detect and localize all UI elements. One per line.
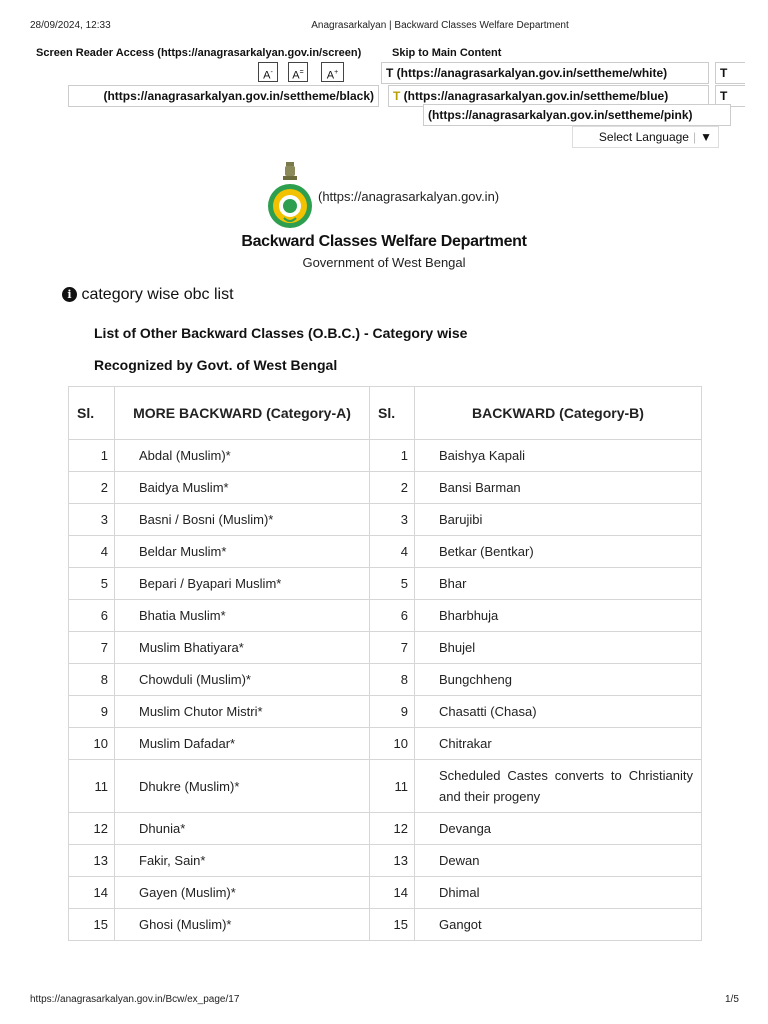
equals-icon: = xyxy=(299,69,304,76)
table-row xyxy=(69,877,702,909)
sl-b-cell: 2 xyxy=(370,472,415,504)
category-b-cell: Chitrakar xyxy=(415,728,702,760)
obc-category-table xyxy=(68,386,702,941)
sl-a-cell: 15 xyxy=(69,909,115,941)
table-row xyxy=(69,472,702,504)
sl-header-b: Sl. xyxy=(370,387,415,440)
sl-a-cell: 1 xyxy=(69,440,115,472)
font-decrease-label: A xyxy=(263,69,271,82)
department-name: Backward Classes Welfare Department xyxy=(241,233,527,250)
category-a-cell: Dhunia* xyxy=(115,813,370,845)
sl-b-cell: 10 xyxy=(370,728,415,760)
table-header-row xyxy=(69,387,702,440)
sl-a-cell: 14 xyxy=(69,877,115,909)
category-b-cell: Gangot xyxy=(415,909,702,941)
sl-a-cell: 3 xyxy=(69,504,115,536)
category-b-cell: Betkar (Bentkar) xyxy=(415,536,702,568)
category-a-cell: Muslim Bhatiyara* xyxy=(115,632,370,664)
sl-a-cell: 2 xyxy=(69,472,115,504)
category-b-cell: Dhimal xyxy=(415,877,702,909)
theme-blue-label: (https://anagrasarkalyan.gov.in/settheme/blue) xyxy=(400,89,669,103)
table-row xyxy=(69,813,702,845)
category-b-cell: Baishya Kapali xyxy=(415,440,702,472)
language-separator: | xyxy=(692,130,697,144)
sl-b-cell: 7 xyxy=(370,632,415,664)
table-row xyxy=(69,440,702,472)
sl-a-cell: 13 xyxy=(69,845,115,877)
theme-pink-link[interactable]: (https://anagrasarkalyan.gov.in/settheme/pink) xyxy=(423,104,731,126)
obc-list-heading: List of Other Backward Classes (O.B.C.) - Category wise xyxy=(94,325,468,341)
category-b-cell: Chasatti (Chasa) xyxy=(415,696,702,728)
category-a-cell: Dhukre (Muslim)* xyxy=(115,760,370,813)
category-a-cell: Muslim Dafadar* xyxy=(115,728,370,760)
category-b-cell: Devanga xyxy=(415,813,702,845)
theme-white-link[interactable]: T (https://anagrasarkalyan.gov.in/settheme/white) xyxy=(381,62,709,84)
category-b-cell: Bhujel xyxy=(415,632,702,664)
category-b-cell: Bungchheng xyxy=(415,664,702,696)
sl-header-a: Sl. xyxy=(69,387,115,440)
category-a-cell: Basni / Bosni (Muslim)* xyxy=(115,504,370,536)
language-select-label: Select Language xyxy=(598,130,689,144)
sl-b-cell: 12 xyxy=(370,813,415,845)
sl-b-cell: 14 xyxy=(370,877,415,909)
government-name: Government of West Bengal xyxy=(302,255,466,270)
theme-t-right-2[interactable]: T xyxy=(715,85,745,107)
sl-b-cell: 3 xyxy=(370,504,415,536)
category-a-cell: Abdal (Muslim)* xyxy=(115,440,370,472)
category-a-cell: Chowduli (Muslim)* xyxy=(115,664,370,696)
sl-a-cell: 8 xyxy=(69,664,115,696)
category-b-cell: Bharbhuja xyxy=(415,600,702,632)
sl-a-cell: 7 xyxy=(69,632,115,664)
table-row xyxy=(69,568,702,600)
sl-b-cell: 15 xyxy=(370,909,415,941)
sl-b-cell: 13 xyxy=(370,845,415,877)
category-a-cell: Gayen (Muslim)* xyxy=(115,877,370,909)
sl-a-cell: 9 xyxy=(69,696,115,728)
sl-b-cell: 11 xyxy=(370,760,415,813)
minus-icon: - xyxy=(270,69,273,76)
sl-a-cell: 5 xyxy=(69,568,115,600)
category-a-cell: Baidya Muslim* xyxy=(115,472,370,504)
skip-to-main-content-link[interactable]: Skip to Main Content xyxy=(392,47,502,59)
category-a-cell: Fakir, Sain* xyxy=(115,845,370,877)
language-select[interactable] xyxy=(572,126,719,148)
table-row xyxy=(69,696,702,728)
print-footer-url: https://anagrasarkalyan.gov.in/Bcw/ex_page/17 xyxy=(30,994,240,1005)
category-a-cell: Bepari / Byapari Muslim* xyxy=(115,568,370,600)
font-increase-label: A xyxy=(326,69,335,82)
category-b-cell: Barujibi xyxy=(415,504,702,536)
table-row xyxy=(69,664,702,696)
table-row xyxy=(69,845,702,877)
font-reset-label: A xyxy=(292,69,300,82)
screen-reader-access-link[interactable]: Screen Reader Access (https://anagrasarkalyan.gov.in/screen) xyxy=(36,47,362,59)
category-a-cell: Muslim Chutor Mistri* xyxy=(115,696,370,728)
category-b-cell: Bhar xyxy=(415,568,702,600)
table-row xyxy=(69,536,702,568)
category-a-header: MORE BACKWARD (Category-A) xyxy=(115,387,370,440)
font-decrease-button[interactable] xyxy=(258,62,278,82)
print-footer-page: 1/5 xyxy=(725,994,739,1005)
table-row xyxy=(69,504,702,536)
category-a-cell: Ghosi (Muslim)* xyxy=(115,909,370,941)
section-title xyxy=(62,286,234,304)
home-link[interactable]: (https://anagrasarkalyan.gov.in) xyxy=(318,189,500,204)
sl-a-cell: 11 xyxy=(69,760,115,813)
category-a-cell: Beldar Muslim* xyxy=(115,536,370,568)
font-increase-button[interactable] xyxy=(321,62,344,82)
table-row xyxy=(69,728,702,760)
info-icon: i xyxy=(62,287,77,302)
category-b-cell: Dewan xyxy=(415,845,702,877)
sl-b-cell: 6 xyxy=(370,600,415,632)
sl-a-cell: 6 xyxy=(69,600,115,632)
sl-a-cell: 10 xyxy=(69,728,115,760)
table-row xyxy=(69,600,702,632)
sl-a-cell: 4 xyxy=(69,536,115,568)
category-b-header: BACKWARD (Category-B) xyxy=(415,387,702,440)
theme-t-right-1[interactable]: T xyxy=(715,62,745,84)
section-title-text: category wise obc list xyxy=(81,286,234,303)
sl-b-cell: 8 xyxy=(370,664,415,696)
recognition-heading: Recognized by Govt. of West Bengal xyxy=(94,357,338,373)
print-datetime: 28/09/2024, 12:33 xyxy=(30,20,111,31)
category-b-cell: Scheduled Castes converts to Christianity and their progeny xyxy=(415,760,702,813)
plus-icon: + xyxy=(334,69,339,76)
theme-blue-t: T xyxy=(393,89,401,103)
sl-b-cell: 4 xyxy=(370,536,415,568)
sl-b-cell: 5 xyxy=(370,568,415,600)
theme-black-link[interactable]: (https://anagrasarkalyan.gov.in/settheme/black) xyxy=(68,85,379,107)
font-reset-button[interactable] xyxy=(288,62,308,82)
category-b-cell: Bansi Barman xyxy=(415,472,702,504)
table-row xyxy=(69,632,702,664)
chevron-down-icon: ▼ xyxy=(700,130,712,144)
print-page-title: Anagrasarkalyan | Backward Classes Welfare Department xyxy=(311,20,569,31)
department-logo[interactable] xyxy=(265,160,315,230)
sl-b-cell: 1 xyxy=(370,440,415,472)
table-row xyxy=(69,760,702,813)
sl-a-cell: 12 xyxy=(69,813,115,845)
sl-b-cell: 9 xyxy=(370,696,415,728)
table-row xyxy=(69,909,702,941)
category-a-cell: Bhatia Muslim* xyxy=(115,600,370,632)
